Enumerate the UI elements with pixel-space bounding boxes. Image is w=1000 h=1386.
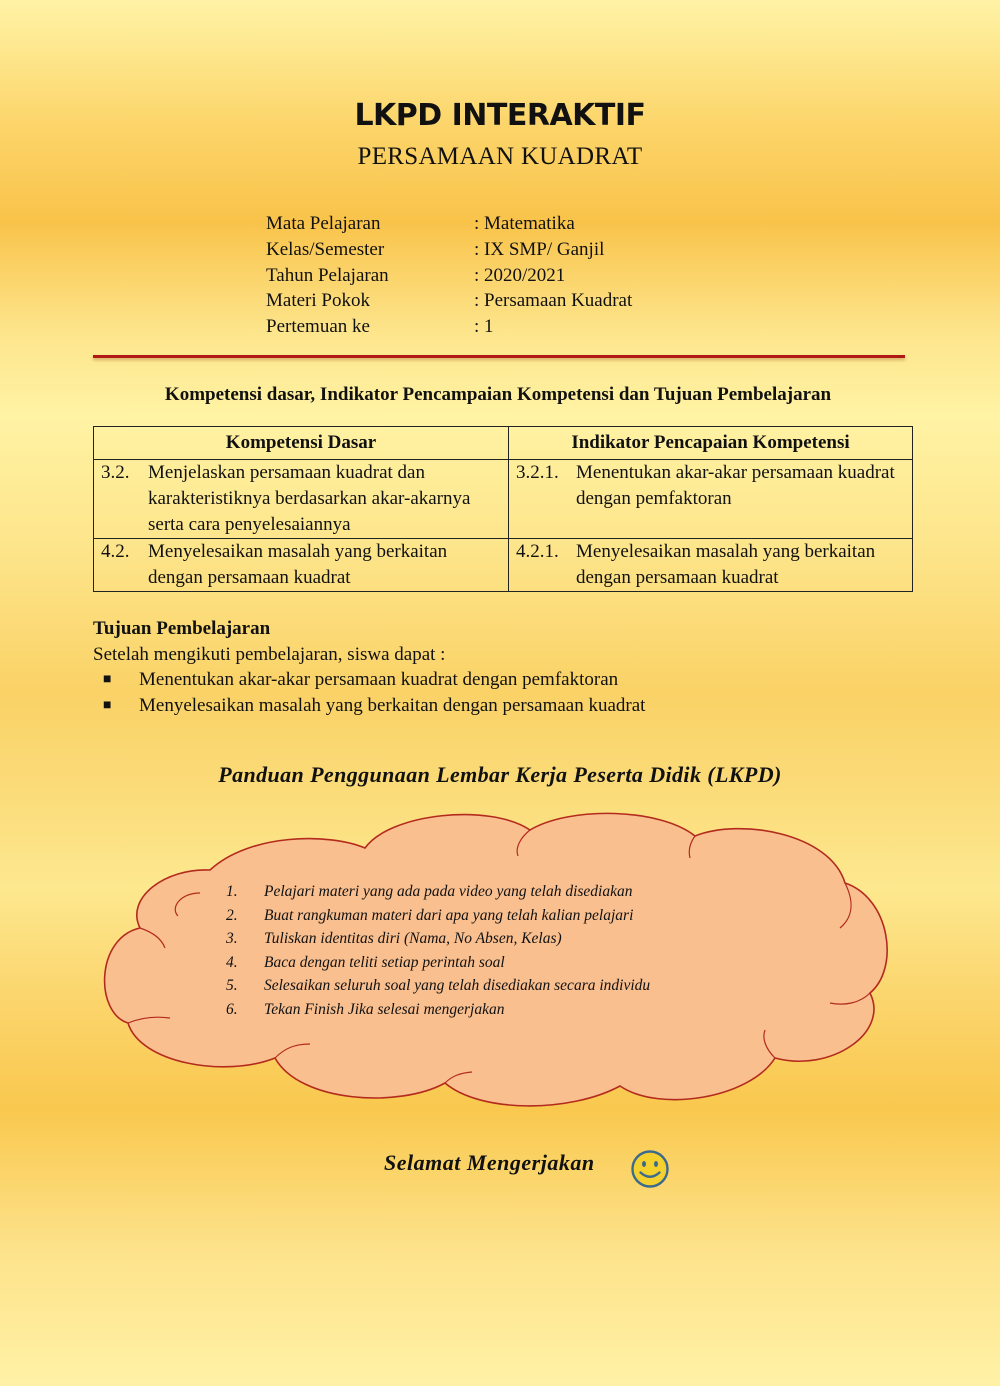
list-item [93,667,913,693]
step-text: Tuliskan identitas diri (Nama, No Absen, Kelas) [264,930,562,947]
divider-rule [93,355,905,358]
info-value: : Matematika [474,213,575,234]
ipk-number: 4.2.1. [516,541,559,562]
list-item [226,998,650,1022]
step-number: 6. [226,1000,238,1018]
step-text: Baca dengan teliti setiap perintah soal [264,953,505,971]
square-bullet-icon: ■ [103,697,112,713]
step-text: Tekan Finish Jika selesai mengerjakan [264,1000,505,1018]
list-item [226,974,650,998]
objectives-intro: Setelah mengikuti pembelajaran, siswa dapat : [93,643,446,665]
kd-text: Menyelesaikan masalah yang berkaitan dengan persamaan kuadrat [148,541,448,588]
closing-text: Selamat Mengerjakan [384,1150,595,1175]
info-label: Tahun Pelajaran [266,264,389,286]
kd-text: Menjelaskan persamaan kuadrat dan karakteristiknya berdasarkan akar-akarnya serta cara penyelesaiannya [148,462,471,535]
step-number: 5. [226,977,238,994]
table-row [94,539,913,592]
objective-text: Menentukan akar-akar persamaan kuadrat dengan pemfaktoran [139,669,619,690]
page-title: LKPD INTERAKTIF [354,98,646,133]
section-heading: Kompetensi dasar, Indikator Pencampaian Kompetensi dan Tujuan Pembelajaran [164,384,832,405]
step-number: 1. [226,883,238,900]
objectives-title: Tujuan Pembelajaran [93,618,271,639]
table-header-row [94,427,913,460]
ipk-number: 3.2.1. [516,462,559,483]
identity-info [266,211,632,340]
info-value: : IX SMP/ Ganjil [474,238,605,260]
list-item [93,693,913,719]
step-number: 2. [226,906,238,924]
step-text: Pelajari materi yang ada pada video yang telah disediakan [264,883,633,900]
info-row [266,314,632,340]
info-value: : Persamaan Kuadrat [474,290,633,312]
table-cell-kd [94,539,509,592]
table-header-kd: Kompetensi Dasar [94,427,509,460]
list-item [226,951,650,975]
list-item [226,904,650,928]
page-subtitle: PERSAMAAN KUADRAT [357,143,643,170]
list-item [226,927,650,951]
table-cell-ipk [509,539,913,592]
info-row [266,263,632,289]
step-text: Selesaikan seluruh soal yang telah disediakan secara individu [264,977,651,994]
smiley-icon [630,1149,670,1189]
table-row [94,460,913,539]
table-header-ipk: Indikator Pencapaian Kompetensi [509,427,913,460]
info-label: Mata Pelajaran [266,213,381,234]
kd-number: 3.2. [101,462,130,483]
step-number: 3. [226,930,238,947]
info-label: Materi Pokok [266,290,370,312]
table-cell-kd [94,460,509,539]
info-value: : 2020/2021 [474,264,566,286]
info-label: Kelas/Semester [266,238,385,260]
square-bullet-icon: ■ [103,672,112,687]
list-item [226,880,650,904]
learning-objectives [93,616,913,718]
step-text: Buat rangkuman materi dari apa yang telah kalian pelajari [264,906,634,924]
info-value: : 1 [474,316,494,338]
ipk-text: Menentukan akar-akar persamaan kuadrat dengan pemfaktoran [576,462,895,509]
table-cell-ipk [509,460,913,539]
info-row [266,237,632,263]
step-number: 4. [226,953,238,971]
guide-title: Panduan Penggunaan Lembar Kerja Peserta Didik (LKPD) [218,762,782,787]
kd-number: 4.2. [101,541,130,562]
guide-steps [226,880,650,1021]
info-label: Pertemuan ke [266,316,370,338]
info-row [266,211,632,237]
objective-text: Menyelesaikan masalah yang berkaitan dengan persamaan kuadrat [139,694,646,716]
competency-table [93,426,913,592]
ipk-text: Menyelesaikan masalah yang berkaitan dengan persamaan kuadrat [576,541,876,588]
info-row [266,288,632,314]
